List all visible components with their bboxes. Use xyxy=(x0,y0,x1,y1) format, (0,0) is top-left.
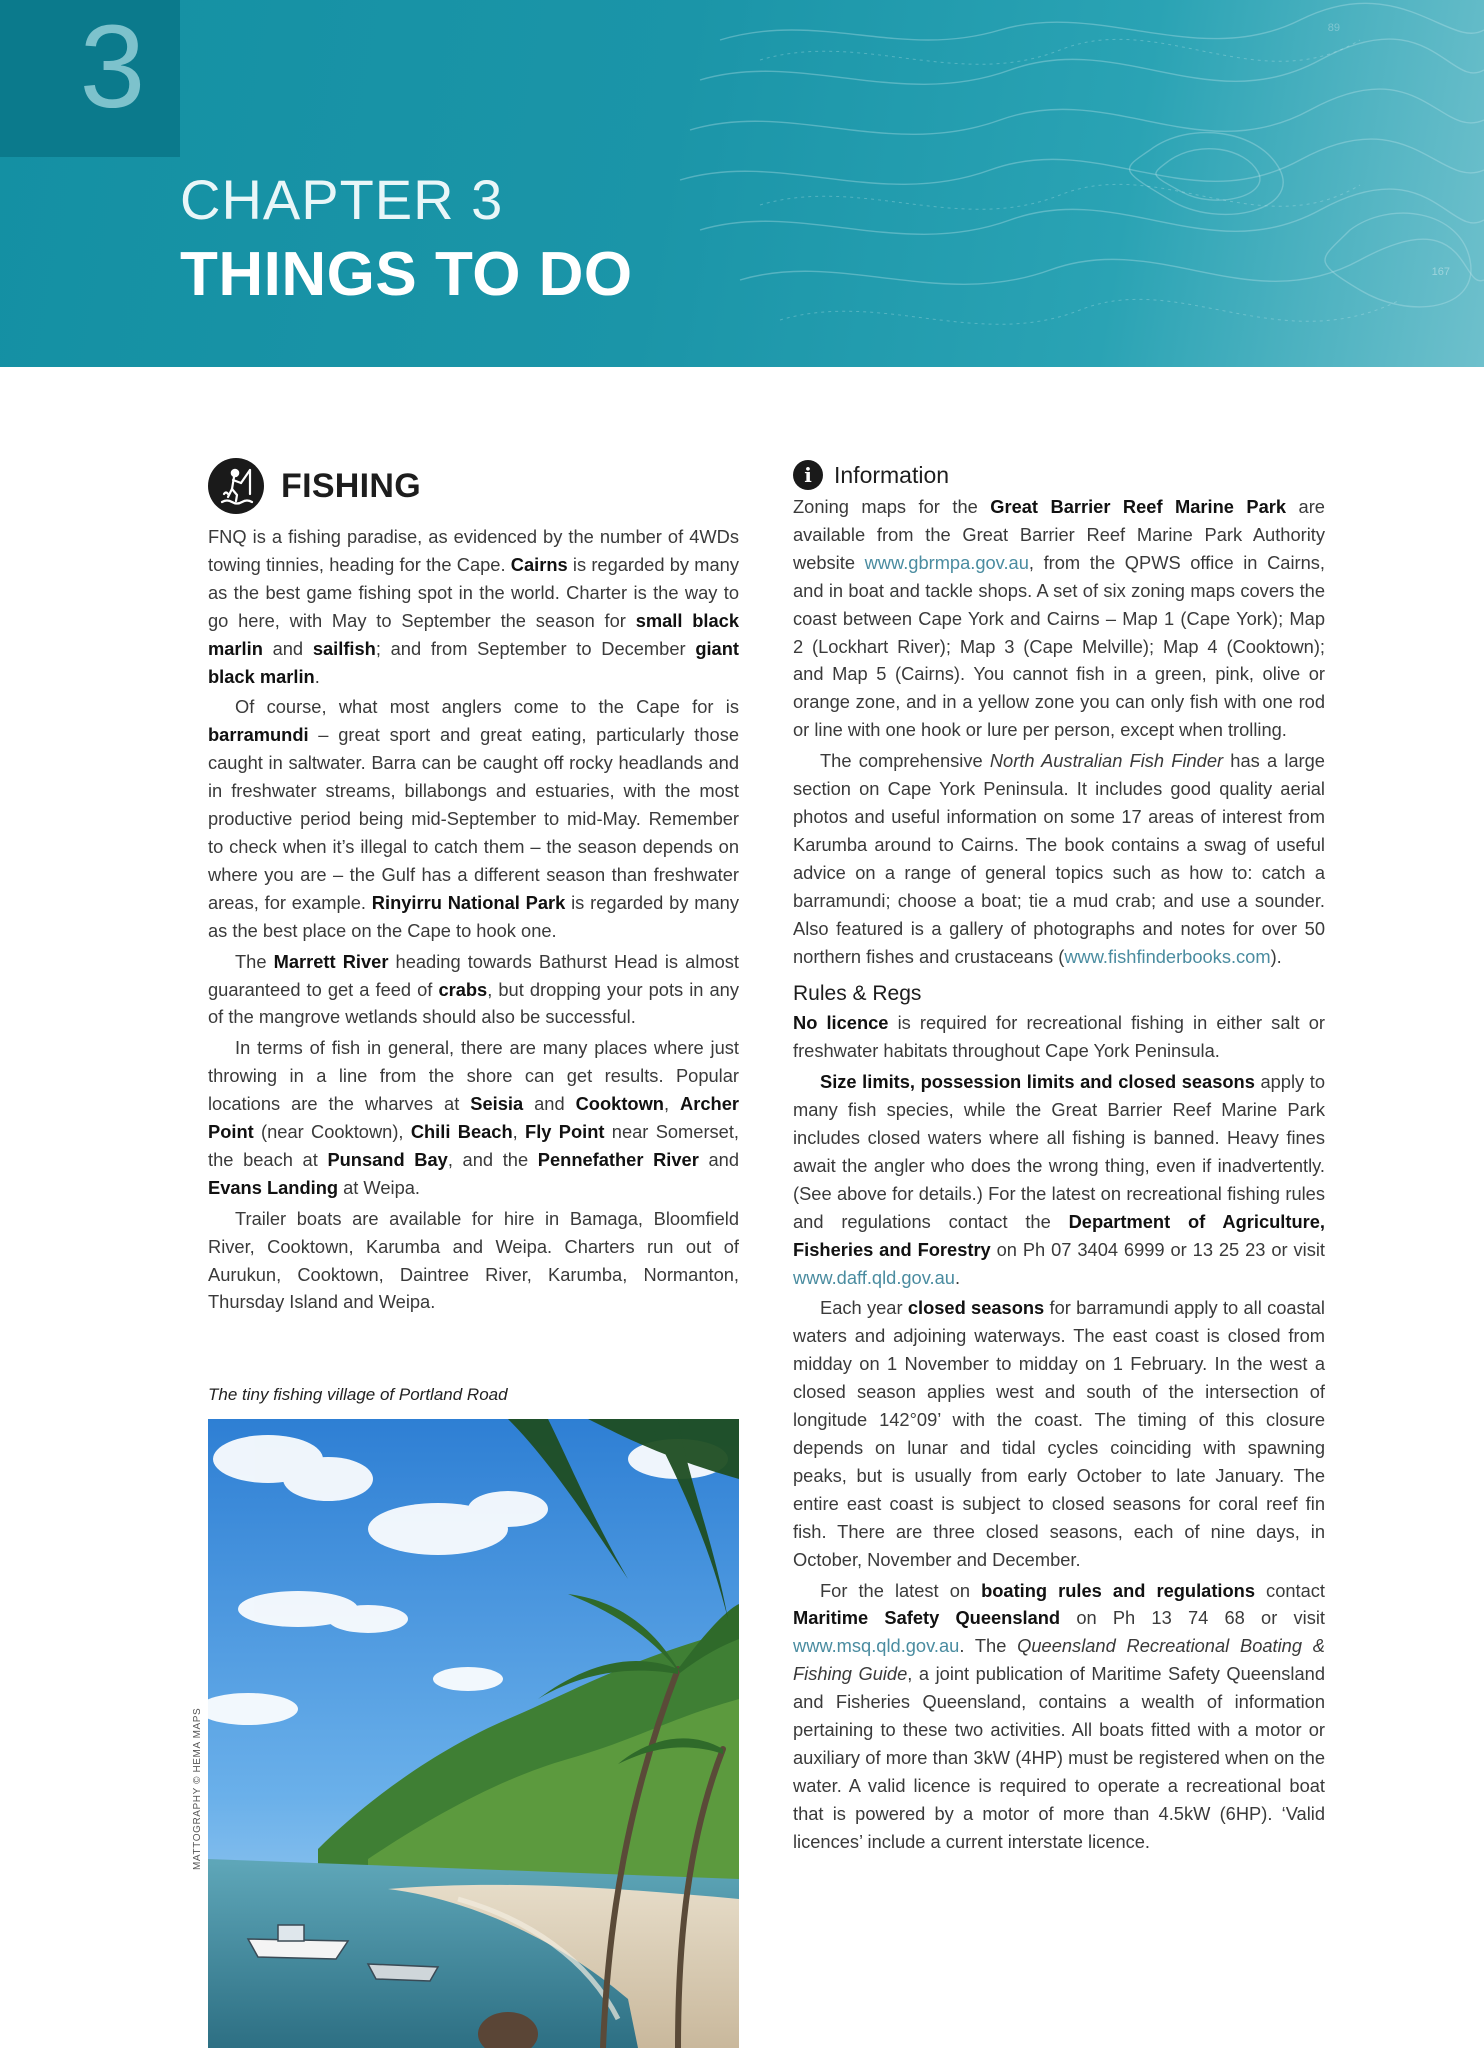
paragraph: No licence is required for recreational fishing in either salt or freshwater habitats throughout Cape York Peninsula. xyxy=(793,1012,1325,1062)
daff-link[interactable]: www.daff.qld.gov.au xyxy=(793,1266,955,1288)
paragraph: Of course, what most anglers come to the Cape for is barramundi – great sport and great eating, particularly those caught in saltwater. Barra can be caught off rocky headlands and in freshwater streams, billabongs and estuaries, with the most productive period being mid-September to mid-May. Remember to check when it’s illegal to catch them – the season depends on where you are – the Gulf has a different season than freshwater areas, for example. Rinyirru National Park is regarded by many as the best place on the Cape to hook one. xyxy=(208,696,739,941)
info-icon: i xyxy=(793,460,823,490)
contour-label: 89 xyxy=(1327,22,1340,34)
information-heading xyxy=(793,458,1325,492)
information-body xyxy=(793,493,1325,970)
fishing-body xyxy=(208,523,739,1316)
right-column xyxy=(793,458,1325,1859)
information-title: Information xyxy=(834,461,950,488)
left-column xyxy=(208,456,739,1319)
beach-photo xyxy=(208,1419,739,2048)
rules-heading: Rules & Regs xyxy=(793,982,922,1006)
paragraph: Each year closed seasons for barramundi apply to all coastal waters and adjoining waterways. The east coast is closed from midday on 1 November to midday on 1 February. In the west a closed season applies west and south of the intersection of longitude 142°09’ with the coast. The timing of this closure depends on lunar and tidal cycles coinciding with spawning peaks, but is usually from early October to late January. The entire east coast is subject to closed seasons for coral reef fin fish. There are three closed seasons, each of nine days, in October, November and December. xyxy=(793,1297,1325,1570)
paragraph: Size limits, possession limits and closed seasons apply to many fish species, while the Great Barrier Reef Marine Park includes closed waters where all fishing is banned. Heavy fines await the angler who does the wrong thing, even if inadvertently. (See above for details.) For the latest on recreational fishing rules and regulations contact the Department of Agriculture, Fisheries and Forestry on Ph 07 3404 6999 or 13 25 23 or visit www.daff.qld.gov.au. xyxy=(793,1071,1326,1288)
fishing-title: FISHING xyxy=(281,466,421,505)
chapter-number: 3 xyxy=(79,1,146,133)
fishing-heading xyxy=(208,456,739,516)
contour-label: 167 xyxy=(1431,266,1450,278)
paragraph: For the latest on boating rules and regulations contact Maritime Safety Queensland on Ph 13 74 68 or visit www.msq.qld.gov.au. The Queensland Recreational Boating & Fishing Guide, a joint publication of Maritime Safety Queensland and Fisheries Queensland, contains a wealth of information pertaining to these two activities. All boats fitted with a motor or auxiliary of more than 3kW (4HP) must be registered when on the water. A valid licence is required to operate a recreational boat that is powered by a motor of more than 4.5kW (6HP). ‘Valid licences’ include a current interstate licence. xyxy=(793,1579,1325,1852)
chapter-title: THINGS TO DO xyxy=(180,240,633,309)
fishfinder-link[interactable]: www.fishfinderbooks.com xyxy=(1064,945,1271,967)
paragraph: Zoning maps for the Great Barrier Reef Marine Park are available from the Great Barrier Reef Marine Park Authority website www.gbrmpa.gov.au, from the QPWS office in Cairns, and in boat and tackle shops. A set of six zoning maps covers the coast between Cape York and Cairns – Map 1 (Cape York); Map 2 (Lockhart River); Map 3 (Cape Melville); Map 4 (Cooktown); and Map 5 (Cairns). You cannot fish in a green, pink, olive or orange zone, and in a yellow zone you can only fish with one rod or line with one hook or lure per person, except when trolling. xyxy=(793,496,1325,741)
photo-credit: MATTOGRAPHY © HEMA MAPS xyxy=(192,1707,203,1870)
paragraph: Trailer boats are available for hire in Bamaga, Bloomfield River, Cooktown, Karumba and Weipa. Charters run out of Aurukun, Cooktown, Daintree River, Karumba, Normanton, Thursday Island and Weipa. xyxy=(208,1207,739,1313)
paragraph: In terms of fish in general, there are many places where just throwing in a line from the shore can get results. Popular locations are the wharves at Seisia and Cooktown, Archer Point (near Cooktown), Chili Beach, Fly Point near Somerset, the beach at Punsand Bay, and the Pennefather River and Evans Landing at Weipa. xyxy=(208,1037,740,1198)
paragraph: The comprehensive North Australian Fish Finder has a large section on Cape York Peninsula. It includes good quality aerial photos and useful information on some 17 areas of interest from Karumba around to Cairns. The book contains a swag of useful advice on a range of general topics such as how to: catch a barramundi; choose a boat; tie a mud crab; and use a sounder. Also featured is a gallery of photographs and notes for over 50 northern fishes and crustaceans (www.fishfinderbooks.com). xyxy=(793,750,1325,967)
msq-link[interactable]: www.msq.qld.gov.au xyxy=(793,1635,960,1657)
paragraph: The Marrett River heading towards Bathurst Head is almost guaranteed to get a feed of crabs, but dropping your pots in any of the mangrove wetlands should also be successful. xyxy=(208,950,739,1028)
rules-body xyxy=(793,1009,1325,1855)
chapter-banner xyxy=(0,0,1484,367)
photo-caption: The tiny fishing village of Portland Road xyxy=(208,1385,508,1404)
chapter-label: CHAPTER 3 xyxy=(180,168,504,231)
gbrmpa-link[interactable]: www.gbrmpa.gov.au xyxy=(864,551,1029,573)
fishing-icon xyxy=(208,458,264,514)
paragraph: FNQ is a fishing paradise, as evidenced by the number of 4WDs towing tinnies, heading for the Cape. Cairns is regarded by many as the best game fishing spot in the world. Charter is the way to go here, with May to September the season for small black marlin and sailfish; and from September to December giant black marlin. xyxy=(208,526,739,687)
